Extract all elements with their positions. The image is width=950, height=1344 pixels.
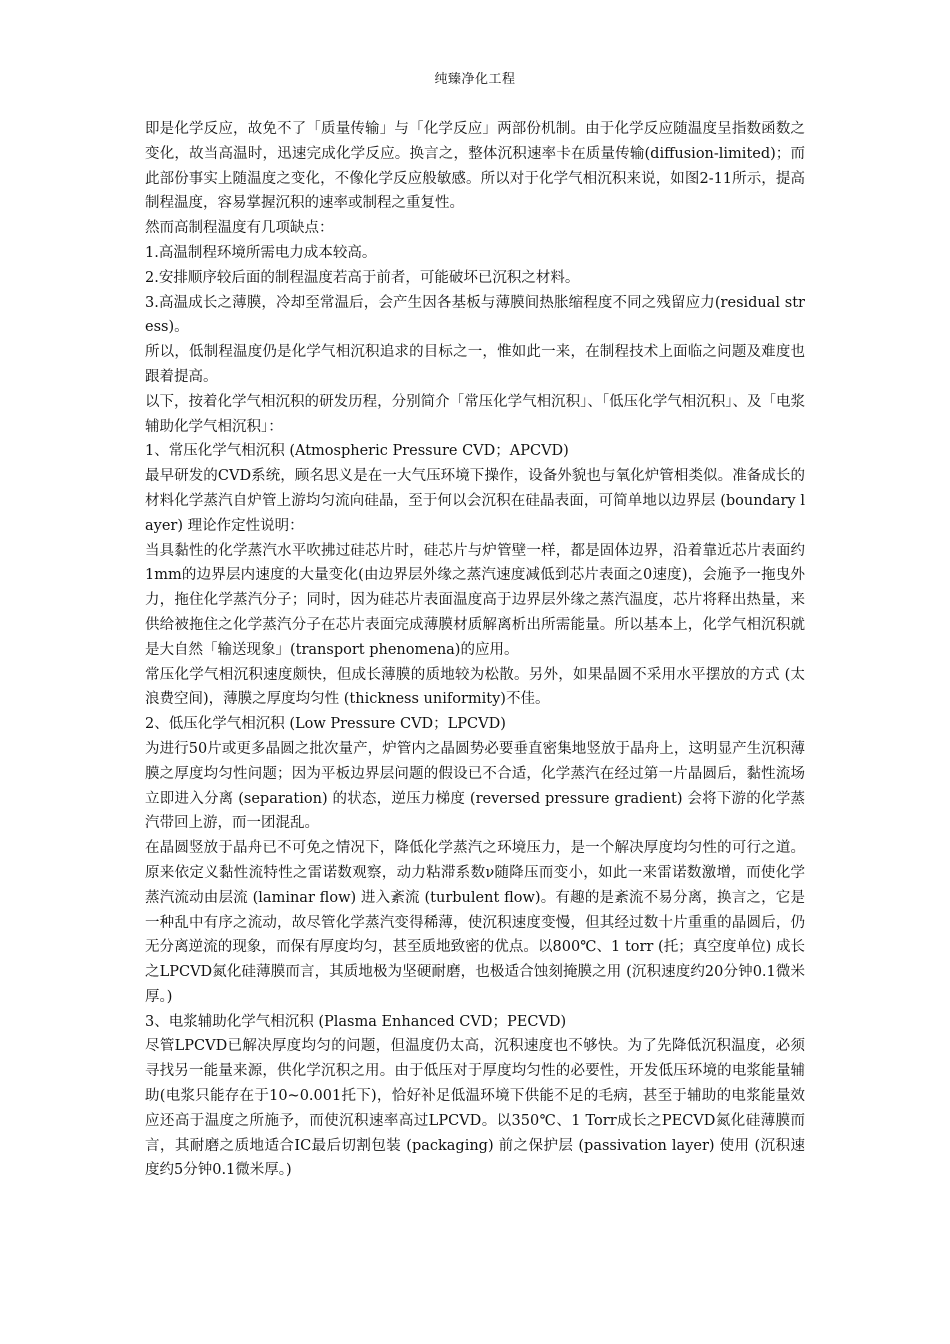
paragraph: 然而高制程温度有几项缺点： (145, 220, 334, 237)
section-heading: 2、低压化学气相沉积 (Low Pressure CVD；LPCVD) (145, 716, 506, 733)
paragraph: 以下，按着化学气相沉积的研发历程，分别简介「常压化学气相沉积」、「低压化学气相沉积」、及「电浆辅助化学气相沉积」： (145, 393, 805, 435)
document-body (145, 117, 805, 1183)
page-header: 纯臻净化工程 (434, 72, 516, 87)
section-heading: 3、电浆辅助化学气相沉积 (Plasma Enhanced CVD；PECVD) (145, 1013, 567, 1030)
list-item: 2.安排顺序较后面的制程温度若高于前者，可能破坏已沉积之材料。 (145, 269, 580, 286)
list-item: 3.高温成长之薄膜，冷却至常温后，会产生因各基板与薄膜间热胀缩程度不同之残留应力(residual stress)。 (145, 294, 805, 336)
list-item: 1.高温制程环境所需电力成本较高。 (145, 244, 377, 261)
paragraph: 在晶圆竖放于晶舟已不可免之情况下，降低化学蒸汽之环境压力，是一个解决厚度均匀性的可行之道。原来依定义黏性流特性之雷诺数观察，动力粘滞系数ν随降压而变小，如此一来雷诺数激增，而使化学蒸汽流动由层流 (laminar flow) 进入紊流 (turbulent flow)。有趣的是紊流不易分离，换言之，它是一种乱中有序之流动，故尽管化学蒸汽变得稀薄，使沉积速度变慢，但其经过数十片重重的晶圆后，仍无分离逆流的现象，而保有厚度均匀，甚至质地致密的优点。以800℃、1 torr (托；真空度单位) 成长之LPCVD氮化硅薄膜而言，其质地极为坚硬耐磨，也极适合蚀刻掩膜之用 (沉积速度约20分钟0.1微米厚。) (145, 840, 805, 1005)
paragraph: 即是化学反应，故免不了「质量传输」与「化学反应」两部份机制。由于化学反应随温度呈指数函数之变化，故当高温时，迅速完成化学反应。换言之，整体沉积速率卡在质量传输(diffusion-limited)；而此部份事实上随温度之变化，不像化学反应般敏感。所以对于化学气相沉积来说，如图2-11所示，提高制程温度，容易掌握沉积的速率或制程之重复性。 (145, 121, 805, 212)
paragraph: 所以，低制程温度仍是化学气相沉积追求的目标之一，惟如此一来，在制程技术上面临之问题及难度也跟着提高。 (145, 344, 805, 385)
paragraph: 当具黏性的化学蒸汽水平吹拂过硅芯片时，硅芯片与炉管壁一样，都是固体边界，沿着靠近芯片表面约1mm的边界层内速度的大量变化(由边界层外缘之蒸汽速度减低到芯片表面之0速度)，会施予一拖曳外力，拖住化学蒸汽分子；同时，因为硅芯片表面温度高于边界层外缘之蒸汽温度，芯片将释出热量，来供给被拖住之化学蒸汽分子在芯片表面完成薄膜材质解离析出所需能量。所以基本上，化学气相沉积就是大自然「输送现象」(transport phenomena)的应用。 (145, 542, 805, 658)
paragraph: 最早研发的CVD系统，顾名思义是在一大气压环境下操作，设备外貌也与氧化炉管相类似。准备成长的材料化学蒸汽自炉管上游均匀流向硅晶，至于何以会沉积在硅晶表面，可简单地以边界层 (boundary layer) 理论作定性说明： (145, 468, 805, 534)
section-heading: 1、常压化学气相沉积 (Atmospheric Pressure CVD；APCVD) (145, 443, 569, 460)
paragraph: 常压化学气相沉积速度颇快，但成长薄膜的质地较为松散。另外，如果晶圆不采用水平摆放的方式 (太浪费空间)，薄膜之厚度均匀性 (thickness uniformity)不佳。 (145, 666, 805, 708)
paragraph: 为进行50片或更多晶圆之批次量产，炉管内之晶圆势必要垂直密集地竖放于晶舟上，这明显产生沉积薄膜之厚度均匀性问题；因为平板边界层问题的假设已不合适，化学蒸汽在经过第一片晶圆后，黏性流场立即进入分离 (separation) 的状态，逆压力梯度 (reversed pressure gradient) 会将下游的化学蒸汽带回上游，而一团混乱。 (145, 740, 805, 832)
paragraph: 尽管LPCVD已解决厚度均匀的问题，但温度仍太高，沉积速度也不够快。为了先降低沉积温度，必须寻找另一能量来源，供化学沉积之用。由于低压对于厚度均匀性的必要性，开发低压环境的电浆能量辅助(电浆只能存在于10~0.001托下)，恰好补足低温环境下供能不足的毛病，甚至于辅助的电浆能量效应还高于温度之所施予，而使沉积速率高过LPCVD。以350℃、1 Torr成长之PECVD氮化硅薄膜而言，其耐磨之质地适合IC最后切割包装 (packaging) 前之保护层 (passivation layer) 使用 (沉积速度约5分钟0.1微米厚。) (145, 1038, 805, 1179)
